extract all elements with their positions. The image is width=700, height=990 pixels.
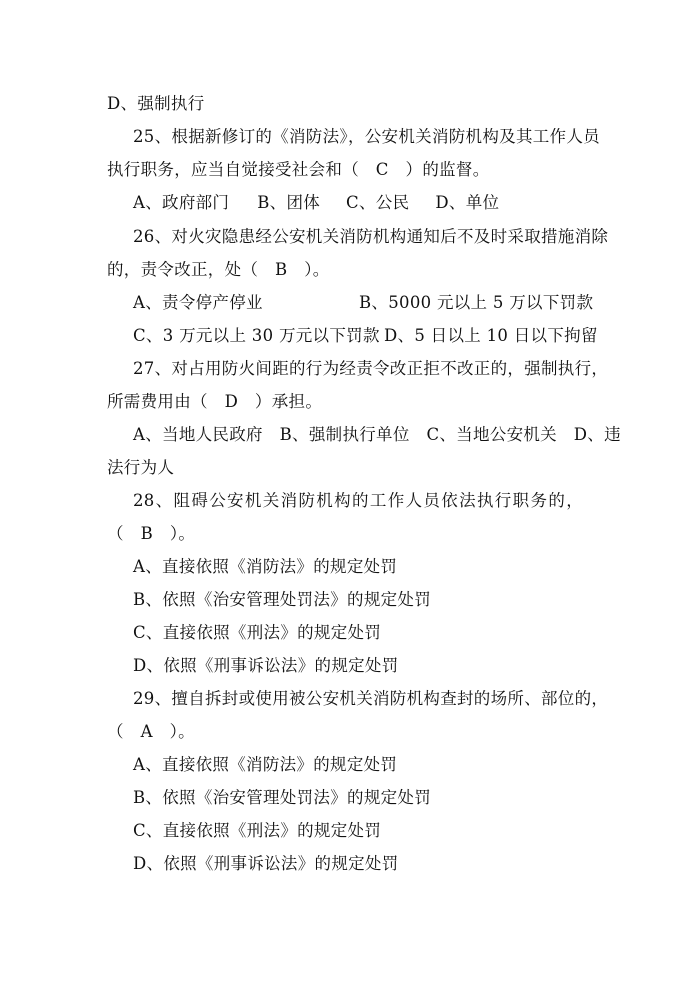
q25-option-d: D、单位 <box>435 193 500 212</box>
question-29-line-1: 29、擅自拆封或使用被公安机关消防机构查封的场所、部位的， <box>133 689 609 708</box>
question-25-line-2: 执行职务，应当自觉接受社会和（ C ）的监督。 <box>107 160 490 179</box>
q28-option-b: B、依照《治安管理处罚法》的规定处罚 <box>133 590 432 609</box>
question-28-line-1: 28、阻碍公安机关消防机构的工作人员依法执行职务的， <box>133 491 583 510</box>
q29-option-a: A、直接依照《消防法》的规定处罚 <box>133 755 398 774</box>
question-27-line-2: 所需费用由（ D ）承担。 <box>107 392 323 411</box>
q26-option-d: D、5 日以上 10 日以下拘留 <box>384 326 598 345</box>
q26-option-a: A、责令停产停业 <box>133 293 263 312</box>
q29-option-c: C、直接依照《刑法》的规定处罚 <box>133 821 382 840</box>
question-29-line-2: （ A ）。 <box>107 722 195 741</box>
q29-option-d: D、依照《刑事诉讼法》的规定处罚 <box>133 854 399 873</box>
q28-option-d: D、依照《刑事诉讼法》的规定处罚 <box>133 656 399 675</box>
question-28-line-2: （ B ）。 <box>107 524 196 543</box>
q25-option-b: B、团体 <box>257 193 321 212</box>
question-26-line-2: 的，责令改正，处（ B ）。 <box>107 260 330 279</box>
q28-option-c: C、直接依照《刑法》的规定处罚 <box>133 623 382 642</box>
option-d-previous: D、强制执行 <box>107 94 205 113</box>
q26-option-c: C、3 万元以上 30 万元以下罚款 <box>133 326 380 345</box>
question-26-line-1: 26、对火灾隐患经公安机关消防机构通知后不及时采取措施消除 <box>133 227 609 246</box>
question-27-line-1: 27、对占用防火间距的行为经责令改正拒不改正的，强制执行， <box>133 359 609 378</box>
q25-option-a: A、政府部门 <box>133 193 230 212</box>
q28-option-a: A、直接依照《消防法》的规定处罚 <box>133 557 398 576</box>
question-25-options <box>133 192 499 214</box>
question-25-line-1: 25、根据新修订的《消防法》，公安机关消防机构及其工作人员 <box>133 127 600 146</box>
q25-option-c: C、公民 <box>346 193 410 212</box>
question-27-options-continued: 法行为人 <box>107 458 175 477</box>
q26-option-b: B、5000 元以上 5 万以下罚款 <box>359 293 594 312</box>
q29-option-b: B、依照《治安管理处罚法》的规定处罚 <box>133 788 432 807</box>
question-27-options: A、当地人民政府 B、强制执行单位 C、当地公安机关 D、违 <box>133 425 621 444</box>
